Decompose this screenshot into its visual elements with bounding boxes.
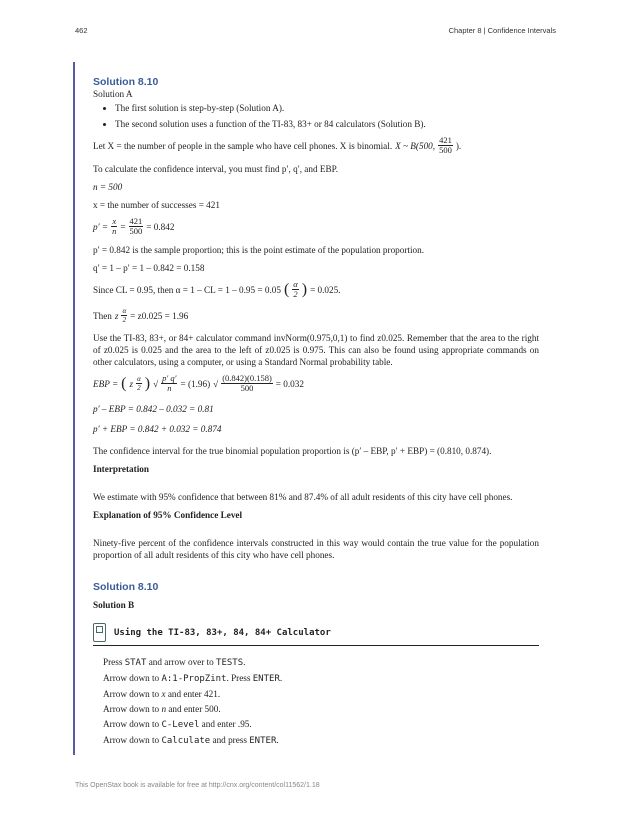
frac-num: α [293,279,298,289]
footer-note: This OpenStax book is available for free at http://cnx.org/content/col11562/1.18 [75,782,320,789]
frac-num: 421 [129,216,143,226]
interpretation-title: Interpretation [93,464,149,474]
solution-a-title: Solution 8.10 [93,76,159,88]
calculator-steps [93,656,539,747]
solution-a-subtitle: Solution A [93,89,133,99]
let-x-line [93,136,539,155]
bullet-item: • The second solution uses a function of the TI-83, 83+ or 84 calculators (Solution B). [115,118,539,130]
step-item: Arrow down to Calculate and press ENTER. [103,735,279,746]
z-value: = z0.025 = 1.96 [130,310,189,321]
page-number: 462 [75,26,88,35]
binomial-lhs: X ~ B(500, [395,140,436,151]
p-rhs: = 0.842 [146,221,175,232]
bullet-list [93,102,539,130]
numeric-fraction [221,374,273,393]
right-paren: ) [144,374,151,392]
ebp-lhs: EBP = [93,378,119,389]
since-line [93,280,539,299]
frac-den: n [112,226,117,236]
let-x-text: Let X = the number of people in the sample who have cell phones. X is binomial. [93,140,393,151]
q-line: q′ = 1 – p′ = 1 – 0.842 = 0.158 [93,263,205,273]
z-symbol: z [114,310,119,321]
frac-den: 2 [293,289,298,299]
z-symbol: z [129,378,134,389]
alpha-over-2-fraction [292,280,298,299]
frac-num: p′ q′ [162,373,177,383]
calculator-title: Using the TI-83, 83+, 84, 84+ Calculator [114,627,331,638]
frac-den: 500 [240,383,254,393]
right-paren: ) [301,280,308,298]
frac-den: n [167,383,172,393]
frac-num: α [137,375,141,383]
chapter-header: Chapter 8 | Confidence Intervals [448,26,556,35]
x-over-n-fraction [111,217,117,236]
since-end: = 0.025. [310,284,341,295]
ebp-mid: = (1.96) [180,378,211,389]
step-item: Arrow down to A:1-PropZint. Press ENTER. [103,673,283,684]
sqrt-symbol: √ [213,378,219,389]
left-paren: ( [121,374,127,392]
frac-num: α [122,307,127,315]
lower-bound-line: p′ – EBP = 0.842 – 0.032 = 0.81 [93,404,214,414]
explanation-text: Ninety-five percent of the confidence intervals constructed in this way would contain the true value for the population proportion of all adult residents of this city who have cell phones. [93,538,539,560]
solution-content [93,76,539,750]
n-line: n = 500 [93,182,123,192]
frac-den: 2 [122,316,127,324]
binomial-fraction [438,136,453,155]
solution-b-title: Solution 8.10 [93,581,159,593]
solution-b-subtitle: Solution B [93,600,135,610]
x-line: x = the number of successes = 421 [93,200,220,210]
sqrt-symbol: √ [153,378,159,389]
since-text: Since CL = 0.95, then α = 1 – CL = 1 – 0.95 = 0.05 [93,284,281,295]
left-paren: ( [283,280,290,298]
margin-rule [73,62,75,755]
z-subscript-fraction [121,307,127,324]
then-text: Then [93,310,112,321]
step-item: Arrow down to n and enter 500. [103,704,221,714]
equals-sign: = [120,221,126,232]
ebp-rhs: = 0.032 [275,378,304,389]
frac-num: (0.842)(0.158) [222,373,272,383]
upper-bound-line: p′ + EBP = 0.842 + 0.032 = 0.874 [93,424,222,434]
use-ti-paragraph: Use the TI-83, 83+, or 84+ calculator command invNorm(0.975,0,1) to find z0.025. Remember that the area to the right of z0.025 is 0.025 and the area to the left of z0.025 is 0.975. This can also be found using appropriate commands on other calculators, using a computer, or using a Standard Normal probability table. [93,333,539,367]
p-lhs: p′ = [93,221,109,232]
421-over-500-fraction [129,217,144,236]
frac-num: x [112,216,117,226]
frac-num: 421 [439,135,452,145]
bullet-item: • The first solution is step-by-step (Solution A). [115,102,539,114]
frac-den: 500 [439,145,452,155]
to-calc-text: To calculate the confidence interval, you must find p′, q′, and EBP. [93,164,338,174]
explanation-title: Explanation of 95% Confidence Level [93,510,243,520]
z-subscript-fraction [136,375,142,392]
binomial-close: ). [455,140,462,151]
pq-over-n-fraction [161,374,177,393]
frac-den: 2 [137,384,141,392]
p-point-text: p′ = 0.842 is the sample proportion; this is the point estimate of the population proportion. [93,245,425,255]
then-line [93,307,539,324]
ebp-equation [93,374,539,393]
step-item: Press STAT and arrow over to TESTS. [103,657,246,668]
calculator-icon [93,623,106,642]
interpretation-text: We estimate with 95% confidence that between 81% and 87.4% of all adult residents of this city have cell phones. [93,492,513,502]
step-item: Arrow down to x and enter 421. [103,689,221,699]
step-item: Arrow down to C-Level and enter .95. [103,719,252,730]
p-equation [93,217,539,236]
ci-line: The confidence interval for the true binomial population proportion is (p′ – EBP, p′ + EBP) = (0.810, 0.874). [93,446,492,456]
frac-den: 500 [129,226,143,236]
calculator-header [93,623,539,646]
